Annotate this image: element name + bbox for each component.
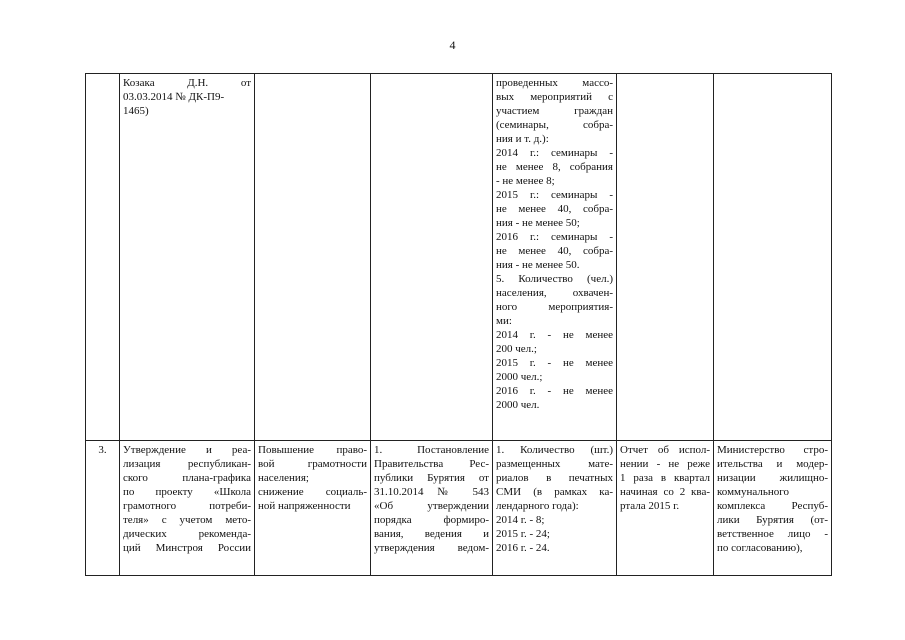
text-line: 200 чел.; bbox=[496, 343, 537, 355]
text-line: 5. Количество (чел.) bbox=[496, 273, 613, 285]
text-line: не менее 40, собра- bbox=[496, 245, 613, 257]
text-line: проведенных массо- bbox=[496, 77, 613, 89]
measure-cell bbox=[120, 441, 255, 576]
result-cell bbox=[255, 74, 371, 441]
text-line: публики Бурятия от bbox=[374, 472, 489, 484]
reporting-cell bbox=[617, 74, 714, 441]
text-line: утверждения ведом- bbox=[374, 542, 489, 554]
text-line: начиная со 2 ква- bbox=[620, 486, 710, 498]
text-line: 1 раза в квартал bbox=[620, 472, 710, 484]
text-line: ского плана-графика bbox=[123, 472, 251, 484]
text-line: 2014 г.: семинары - bbox=[496, 147, 613, 159]
indicator-cell bbox=[493, 74, 617, 441]
text-line: по согласованию), bbox=[717, 542, 803, 554]
text-line: не менее 40, собра- bbox=[496, 203, 613, 215]
text-line: 2015 г. - не менее bbox=[496, 357, 613, 369]
text-line: лики Бурятия (от- bbox=[717, 514, 828, 526]
text-line: по проекту «Школа bbox=[123, 486, 251, 498]
text-line: ного мероприятия- bbox=[496, 301, 613, 313]
row-number-cell: 3. bbox=[86, 441, 120, 576]
text-line: нении - не реже bbox=[620, 458, 710, 470]
text-line: Министерство стро- bbox=[717, 444, 828, 456]
text-line: 31.10.2014 № 543 bbox=[374, 486, 489, 498]
text-line: ния - не менее 50. bbox=[496, 259, 580, 271]
text-line: ветственное лицо - bbox=[717, 528, 828, 540]
text-line: Утверждение и реа- bbox=[123, 444, 251, 456]
text-line: ми: bbox=[496, 315, 512, 327]
text-line: 2016 г. - не менее bbox=[496, 385, 613, 397]
measures-table bbox=[85, 73, 832, 576]
text-line: населения; bbox=[258, 472, 309, 484]
text-line: Козака Д.Н. от bbox=[123, 77, 251, 89]
text-line: вой грамотности bbox=[258, 458, 367, 470]
text-line: 2015 г.: семинары - bbox=[496, 189, 613, 201]
text-line: лендарного года): bbox=[496, 500, 579, 512]
result-cell bbox=[255, 441, 371, 576]
text-line: 2016 г. - 24. bbox=[496, 542, 550, 554]
text-line: теля» с учетом мето- bbox=[123, 514, 251, 526]
text-line: 1. Постановление bbox=[374, 444, 489, 456]
text-line: СМИ (в рамках ка- bbox=[496, 486, 613, 498]
text-line: ния - не менее 50; bbox=[496, 217, 580, 229]
row-number-cell bbox=[86, 74, 120, 441]
text-line: грамотного потреби- bbox=[123, 500, 251, 512]
text-line: 2014 г. - 8; bbox=[496, 514, 545, 526]
measure-cell bbox=[120, 74, 255, 441]
text-line: 03.03.2014 № ДК-П9- bbox=[123, 91, 225, 103]
text-line: ительства и модер- bbox=[717, 458, 828, 470]
text-line: лизация республикан- bbox=[123, 458, 251, 470]
text-line: 2015 г. - 24; bbox=[496, 528, 550, 540]
indicator-cell bbox=[493, 441, 617, 576]
text-line: «Об утверждении bbox=[374, 500, 489, 512]
text-line: не менее 8, собрания bbox=[496, 161, 613, 173]
text-line: вания, ведения и bbox=[374, 528, 489, 540]
text-line: вых мероприятий с bbox=[496, 91, 613, 103]
document-cell bbox=[371, 441, 493, 576]
text-line: ния и т. д.): bbox=[496, 133, 549, 145]
text-line: коммунального bbox=[717, 486, 789, 498]
text-line: 1. Количество (шт.) bbox=[496, 444, 613, 456]
text-line: Отчет об испол- bbox=[620, 444, 710, 456]
text-line: снижение социаль- bbox=[258, 486, 367, 498]
table-row bbox=[86, 441, 832, 576]
page-number: 4 bbox=[449, 38, 456, 52]
text-line: участием граждан bbox=[496, 105, 613, 117]
reporting-cell bbox=[617, 441, 714, 576]
responsible-cell bbox=[714, 74, 832, 441]
text-line: Правительства Рес- bbox=[374, 458, 489, 470]
text-line: риалов в печатных bbox=[496, 472, 613, 484]
text-line: 2014 г. - не менее bbox=[496, 329, 613, 341]
text-line: Повышение право- bbox=[258, 444, 367, 456]
text-line: размещенных мате- bbox=[496, 458, 613, 470]
text-line: (семинары, собра- bbox=[496, 119, 613, 131]
text-line: - не менее 8; bbox=[496, 175, 555, 187]
text-line: ртала 2015 г. bbox=[620, 500, 680, 512]
text-line: населения, охвачен- bbox=[496, 287, 613, 299]
responsible-cell bbox=[714, 441, 832, 576]
text-line: комплекса Респуб- bbox=[717, 500, 828, 512]
text-line: 1465) bbox=[123, 105, 149, 117]
text-line: ций Минстроя России bbox=[123, 542, 251, 554]
table-row bbox=[86, 74, 832, 441]
text-line: порядка формиро- bbox=[374, 514, 489, 526]
text-line: дических рекоменда- bbox=[123, 528, 251, 540]
text-line: 2016 г.: семинары - bbox=[496, 231, 613, 243]
text-line: низации жилищно- bbox=[717, 472, 828, 484]
document-cell bbox=[371, 74, 493, 441]
text-line: 2000 чел.; bbox=[496, 371, 543, 383]
text-line: ной напряженности bbox=[258, 500, 351, 512]
text-line: 2000 чел. bbox=[496, 399, 540, 411]
